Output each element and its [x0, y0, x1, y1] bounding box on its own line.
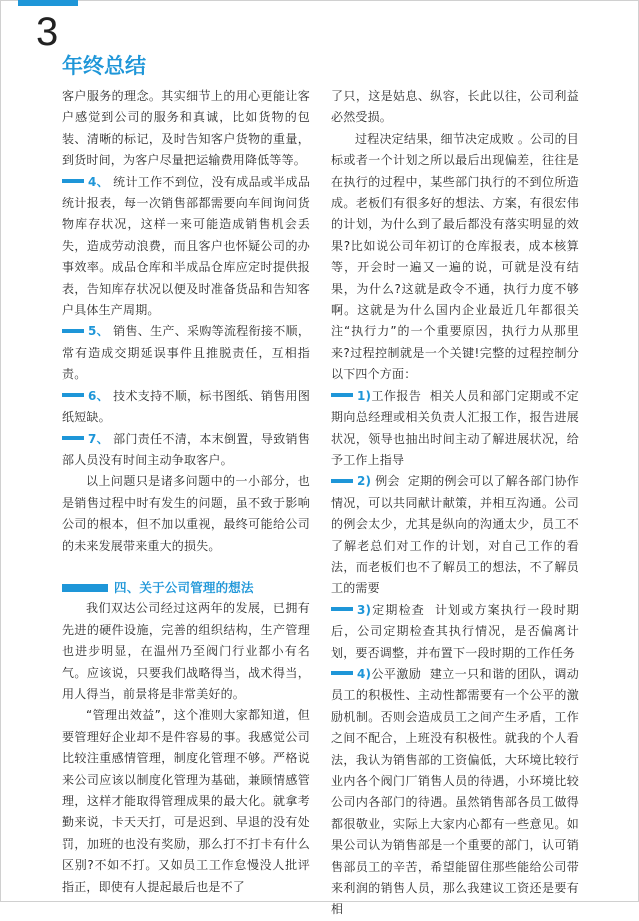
right-column	[331, 86, 579, 921]
paragraph-continued: 了只，这是姑息、纵容，长此以往，公司利益必然受损。	[331, 89, 579, 125]
paragraph-summary: 以上问题只是诸多问题中的一小部分，也是销售过程中时有发生的问题，虽不致于影响公司的根本，但不加以重视，最终可能给公司的未来发展带来重大的损失。	[62, 474, 310, 553]
bullet-bar-icon	[331, 479, 353, 483]
list-item-4: 4、 统计工作不到位，没有成品或半成品统计报表，每一次销售部都需要向车间询问货物库存状况，这样一来可能造成销售机会丢失，造成劳动浪费，而且客户也怀疑公司的办事效率。成品仓库和半成品仓库应定时提供报表，告知库存状况以便及时准备货品和告知客户具体生产周期。	[62, 174, 311, 318]
control-item-1: 1)工作报告 相关人员和部门定期或不定期向总经理或相关负责人汇报工作，报告进展状况，领导也抽出时间主动了解进展状况，给予工作上指导	[331, 388, 579, 467]
top-accent-bar	[18, 0, 78, 6]
bullet-bar-icon	[62, 179, 84, 183]
control-item-4: 4)公平激励 建立一只和谐的团队，调动员工的积极性、主动性都需要有一个公平的激励机制。否则会造成员工之间产生矛盾，工作之间不配合，上班没有积极性。就我的个人看法，我认为销售部的工资偏低，大环境比较行业内各个阀门厂销售人员的待遇，小环境比较公司内各部门的待遇。虽然销售部各员工做得都很敬业，实际上大家内心都有一些意见。如果公司认为销售部是一个重要的部门，认可销售部员工的辛苦，希望能留住那些能给公司带来利润的销售人员，那么我建议工资还是要有相	[331, 666, 579, 917]
section-title: 年终总结	[62, 54, 146, 78]
bullet-bar-icon	[62, 393, 84, 397]
paragraph-management-1: 我们双达公司经过这两年的发展，已拥有先进的硬件设施，完善的组织结构，生产管理也进步明显，在温州乃至阀门行业都小有名气。应该说，只要我们战略得当，战术得当，用人得当，前景将是非常美好的。	[62, 601, 310, 701]
bullet-bar-icon	[62, 436, 84, 440]
left-column	[62, 86, 310, 898]
list-item-6: 6、 技术支持不顺，标书图纸、销售用图纸短缺。	[62, 388, 311, 425]
paragraph-service: 客户服务的理念。其实细节上的用心更能让客户感觉到公司的服务和真诚，比如货物的包装、清晰的标记，及时告知客户货物的重量，到货时间，为客户尽量把运输费用降低等等。	[62, 89, 310, 168]
list-item-5: 5、 销售、生产、采购等流程衔接不顺，常有造成交期延误事件且推脱责任，互相指责。	[62, 324, 311, 382]
bullet-bar-icon	[331, 607, 353, 611]
bullet-bar-icon	[331, 671, 353, 675]
bullet-bar-icon	[331, 393, 353, 397]
list-item-7: 7、 部门责任不清，本末倒置，导致销售部人员没有时间主动争取客户。	[62, 431, 311, 467]
heading-management: 四、关于公司管理的想法	[62, 577, 310, 598]
heading-bar-icon	[62, 584, 108, 592]
paragraph-management-2: “管理出效益”，这个准则大家都知道，但要管理好企业却不是件容易的事。我感觉公司比较注重感情管理，制度化管理不够。严格说来公司应该以制度化管理为基础，兼顾情感管理，这样才能取得管理成果的最大化。就拿考勤来说，卡天天打，可是迟到、早退的没有处罚，加班的也没有奖励，那么打不打卡有什么区别?不如不打。又如员工工作怠慢没人批评指正，即使有人提起最后也是不了	[62, 708, 310, 894]
bullet-bar-icon	[62, 329, 84, 333]
control-item-2: 2) 例会 定期的例会可以了解各部门协作情况，可以共同献计献策，并相互沟通。公司的例会太少，尤其是纵向的沟通太少，员工不了解老总们对工作的计划，对自己工作的看法，而老板们也不了解员工的想法，不了解员工的需要	[331, 474, 580, 596]
control-item-3: 3)定期检查 计划或方案执行一段时期后，公司定期检查其执行情况，是否偏离计划，要否调整，并布置下一段时期的工作任务	[331, 602, 579, 660]
paragraph-execution: 过程决定结果，细节决定成败 。公司的目标或者一个计划之所以最后出现偏差，往往是在执行的过程中，某些部门执行的不到位所造成。老板们有很多好的想法、方案，有很宏伟的计划，为什么到了最后都没有落实明显的效果?比如说公司年初订的仓库报表，成本核算等，开会时一遍又一遍的说，可就是没有结果，为什么?这就是政令不通，执行力度不够啊。这就是为什么国内企业最近几年都很关注“执行力”的一个重要原因，执行力从那里来?过程控制就是一个关键!完整的过程控制分以下四个方面：	[331, 131, 579, 382]
page-number: 3	[36, 10, 59, 54]
